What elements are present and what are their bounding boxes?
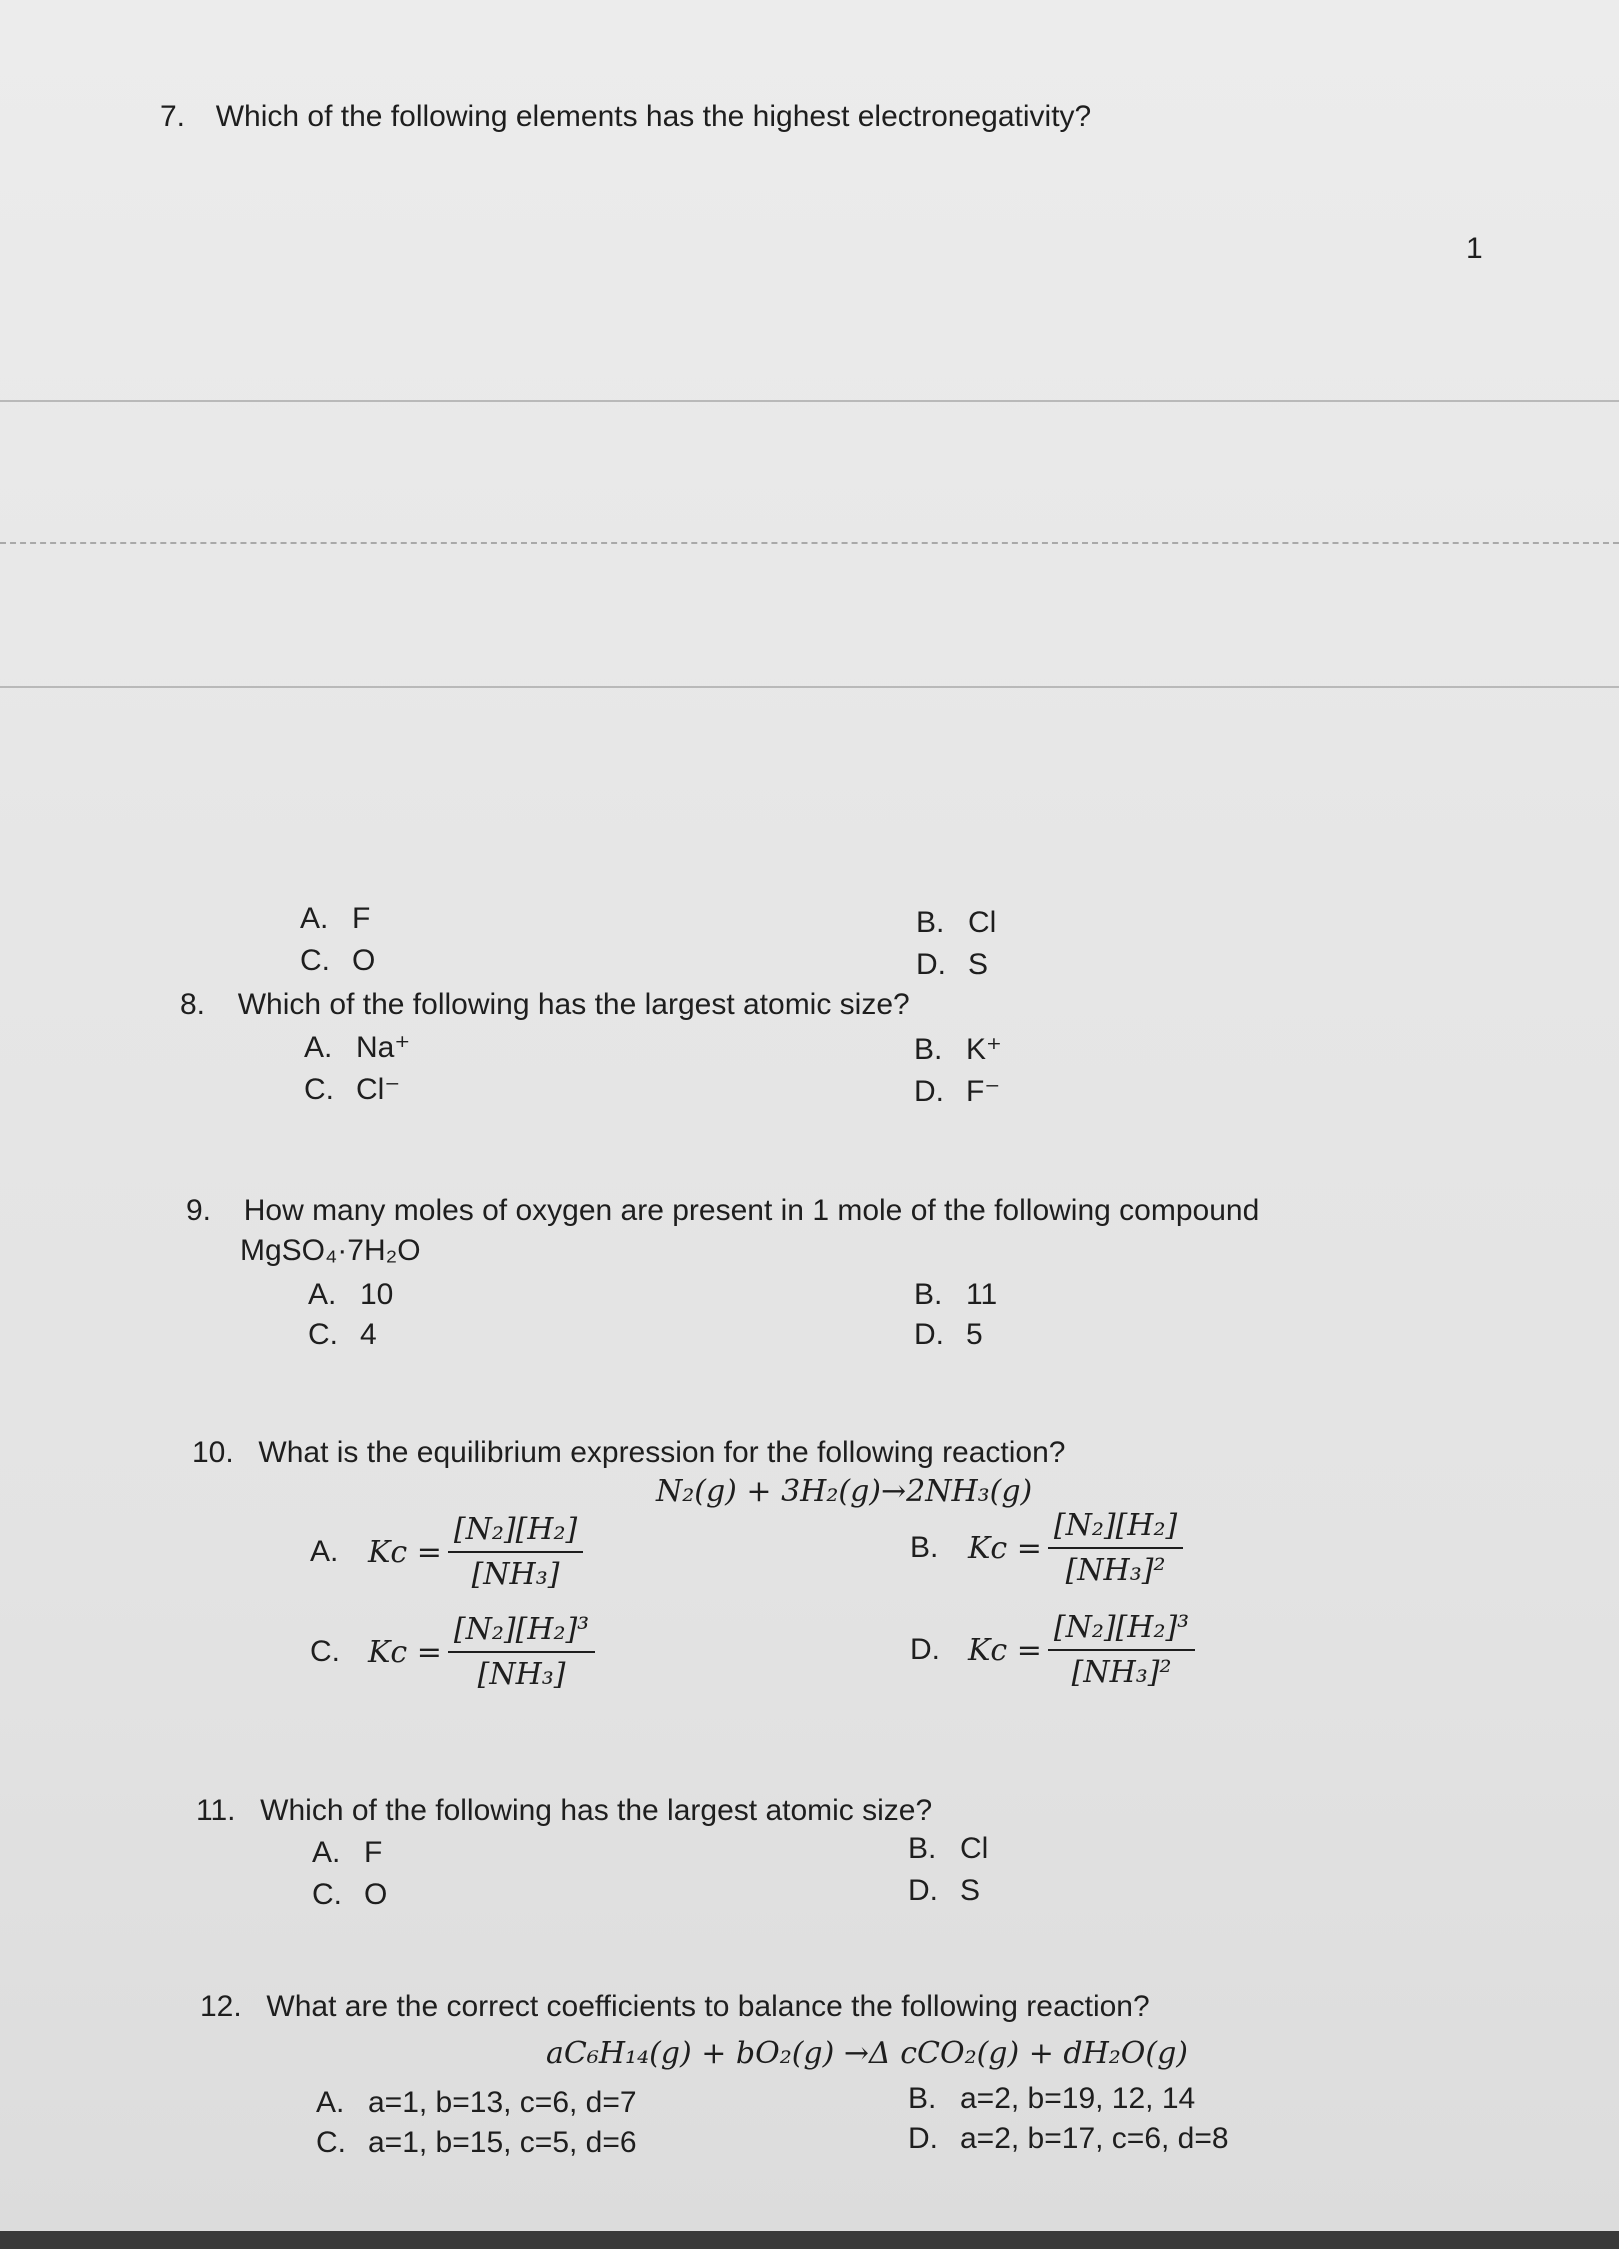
divider-dashed bbox=[0, 542, 1619, 544]
option-letter: C. bbox=[300, 944, 330, 977]
q11-option-d bbox=[908, 1874, 980, 1908]
numerator: [N₂][H₂] bbox=[448, 1512, 583, 1553]
q12-option-d bbox=[908, 2122, 1229, 2156]
denominator: [NH₃]² bbox=[1071, 1655, 1172, 1690]
option-text: O bbox=[364, 1878, 388, 1911]
option-letter: B. bbox=[916, 906, 945, 939]
option-text: 5 bbox=[966, 1318, 983, 1351]
q7-text: Which of the following elements has the highest electronegativity? bbox=[215, 100, 1092, 133]
q12-option-c bbox=[316, 2126, 637, 2160]
denominator: [NH₃] bbox=[471, 1557, 560, 1592]
q12-reaction: aC₆H₁₄(g) + bO₂(g) →Δ cCO₂(g) + dH₂O(g) bbox=[546, 2036, 1189, 2071]
q7-option-b bbox=[916, 906, 996, 940]
q8 bbox=[180, 988, 910, 1022]
option-letter: A. bbox=[300, 902, 329, 935]
q9-option-c bbox=[308, 1318, 377, 1352]
option-letter: C. bbox=[316, 2126, 346, 2159]
option-letter: C. bbox=[308, 1318, 338, 1351]
fraction bbox=[1048, 1508, 1183, 1588]
option-letter: D. bbox=[908, 1874, 938, 1907]
option-letter: A. bbox=[316, 2086, 345, 2119]
option-letter: A. bbox=[310, 1535, 339, 1568]
option-text: Cl⁻ bbox=[356, 1073, 401, 1106]
q10-reaction: N₂(g) + 3H₂(g)→2NH₃(g) bbox=[656, 1474, 1033, 1509]
q11-option-c bbox=[312, 1878, 387, 1912]
option-letter: C. bbox=[310, 1635, 340, 1668]
q7-option-a bbox=[300, 902, 370, 936]
q12-number: 12. bbox=[200, 1990, 242, 2023]
option-text: S bbox=[968, 948, 989, 981]
option-text: a=2, b=19, 12, 14 bbox=[960, 2082, 1196, 2115]
numerator: [N₂][H₂]³ bbox=[448, 1612, 595, 1653]
q10-number: 10. bbox=[192, 1436, 234, 1469]
q12-text: What are the correct coefficients to balance the following reaction? bbox=[266, 1990, 1150, 2023]
q9 bbox=[186, 1194, 1259, 1228]
q11-option-b bbox=[908, 1832, 988, 1866]
option-letter: B. bbox=[908, 2082, 937, 2115]
q7-number: 7. bbox=[160, 100, 186, 133]
option-letter: B. bbox=[908, 1832, 937, 1865]
q8-option-a bbox=[304, 1030, 410, 1065]
q7 bbox=[160, 100, 1091, 134]
q8-option-c bbox=[304, 1072, 400, 1107]
option-letter: D. bbox=[910, 1633, 940, 1666]
option-text: Cl bbox=[960, 1832, 989, 1865]
q10 bbox=[192, 1436, 1065, 1470]
q11-number: 11. bbox=[196, 1794, 236, 1827]
divider-bottom bbox=[0, 686, 1619, 688]
option-letter: A. bbox=[304, 1031, 333, 1064]
numerator: [N₂][H₂]³ bbox=[1048, 1610, 1195, 1651]
kc-label: Kc = bbox=[968, 1632, 1042, 1668]
q9-compound: MgSO₄·7H₂O bbox=[240, 1234, 421, 1267]
q8-option-d bbox=[914, 1074, 1000, 1109]
option-letter: A. bbox=[308, 1278, 337, 1311]
option-text: a=1, b=15, c=5, d=6 bbox=[368, 2126, 637, 2159]
option-letter: B. bbox=[910, 1531, 939, 1564]
option-text: F bbox=[364, 1836, 383, 1869]
q11-text: Which of the following has the largest atomic size? bbox=[260, 1794, 933, 1827]
denominator: [NH₃] bbox=[477, 1657, 566, 1692]
option-text: 11 bbox=[966, 1278, 998, 1311]
q10-option-c bbox=[310, 1612, 595, 1692]
option-text: F bbox=[352, 902, 371, 935]
option-text: Cl bbox=[968, 906, 997, 939]
option-text: F⁻ bbox=[966, 1075, 1001, 1108]
q7-option-d bbox=[916, 948, 988, 982]
q10-option-d bbox=[910, 1610, 1195, 1690]
option-letter: D. bbox=[908, 2122, 938, 2155]
option-letter: C. bbox=[304, 1073, 334, 1106]
q9-option-a bbox=[308, 1278, 393, 1312]
q9-number: 9. bbox=[186, 1194, 212, 1227]
option-letter: B. bbox=[914, 1033, 943, 1066]
option-letter: B. bbox=[914, 1278, 943, 1311]
option-letter: A. bbox=[312, 1836, 341, 1869]
fraction bbox=[448, 1612, 595, 1692]
divider-top bbox=[0, 400, 1619, 402]
q12 bbox=[200, 1990, 1150, 2024]
fraction bbox=[448, 1512, 583, 1592]
q9-text: How many moles of oxygen are present in 1 mole of the following compound bbox=[243, 1194, 1260, 1227]
q9-option-d bbox=[914, 1318, 983, 1352]
q10-option-b bbox=[910, 1508, 1183, 1588]
option-text: S bbox=[960, 1874, 981, 1907]
fraction bbox=[1048, 1610, 1195, 1690]
q9-option-b bbox=[914, 1278, 997, 1312]
bottom-edge bbox=[0, 2231, 1619, 2249]
q8-text: Which of the following has the largest atomic size? bbox=[237, 988, 910, 1021]
option-text: Na⁺ bbox=[356, 1031, 411, 1064]
numerator: [N₂][H₂] bbox=[1048, 1508, 1183, 1549]
denominator: [NH₃]² bbox=[1065, 1553, 1166, 1588]
q8-option-b bbox=[914, 1032, 1002, 1067]
q10-option-a bbox=[310, 1512, 583, 1592]
kc-label: Kc = bbox=[368, 1634, 442, 1670]
q8-number: 8. bbox=[180, 988, 206, 1021]
option-text: 4 bbox=[360, 1318, 377, 1351]
option-text: O bbox=[352, 944, 376, 977]
option-text: K⁺ bbox=[966, 1033, 1002, 1066]
q11 bbox=[196, 1794, 932, 1828]
q12-option-b bbox=[908, 2082, 1195, 2116]
kc-label: Kc = bbox=[968, 1530, 1042, 1566]
option-text: a=2, b=17, c=6, d=8 bbox=[960, 2122, 1229, 2155]
q11-option-a bbox=[312, 1836, 382, 1870]
option-letter: C. bbox=[312, 1878, 342, 1911]
option-text: 10 bbox=[360, 1278, 394, 1311]
page-number: 1 bbox=[1466, 232, 1483, 265]
q10-text: What is the equilibrium expression for the following reaction? bbox=[258, 1436, 1066, 1469]
q12-option-a bbox=[316, 2086, 637, 2120]
q7-option-c bbox=[300, 944, 375, 978]
option-text: a=1, b=13, c=6, d=7 bbox=[368, 2086, 637, 2119]
option-letter: D. bbox=[916, 948, 946, 981]
option-letter: D. bbox=[914, 1318, 944, 1351]
option-letter: D. bbox=[914, 1075, 944, 1108]
kc-label: Kc = bbox=[368, 1534, 442, 1570]
